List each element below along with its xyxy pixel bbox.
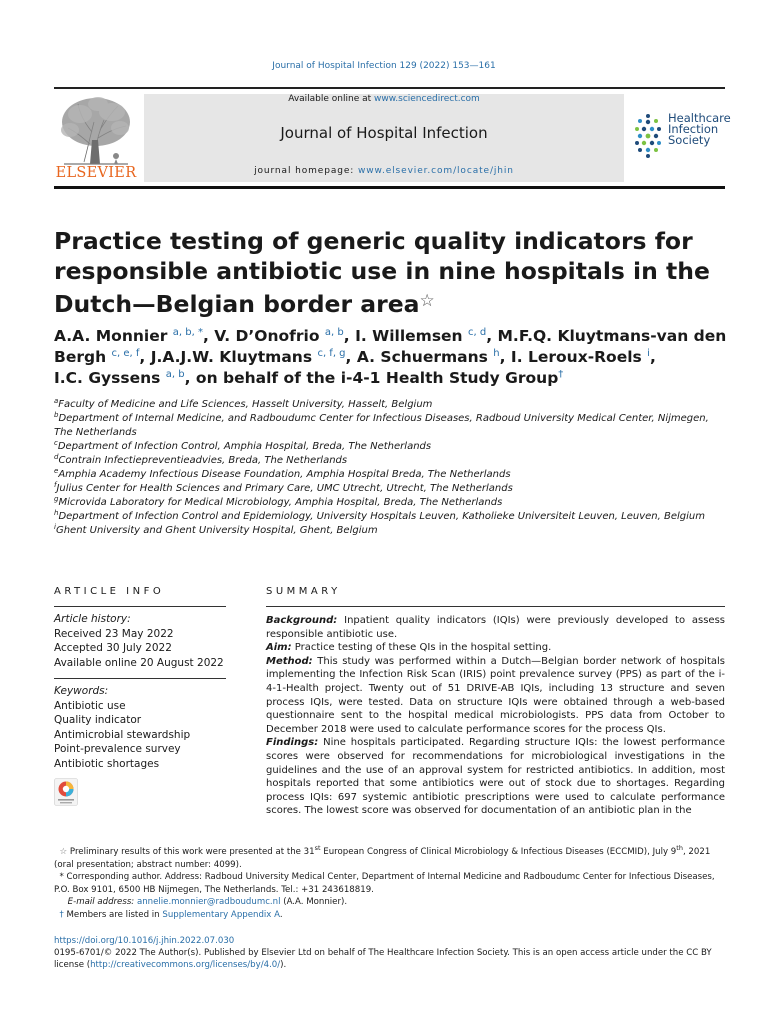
author-affil-sup[interactable]: a, b bbox=[324, 326, 344, 338]
available-online-prefix: Available online at bbox=[288, 94, 375, 104]
summary-heading: SUMMARY bbox=[266, 586, 341, 597]
history-received: Received 23 May 2022 bbox=[54, 627, 174, 640]
author-separator: , bbox=[345, 348, 357, 366]
affiliation-text: Ghent University and Ghent University Hospital, Ghent, Belgium bbox=[55, 525, 378, 536]
article-title-text: Practice testing of generic quality indicators for responsible antibiotic use in nine hospitals in the Dutch—Belgian border area bbox=[54, 227, 710, 318]
findings-label: Findings: bbox=[266, 737, 319, 749]
footnote-star-marker: ☆ bbox=[59, 847, 68, 857]
his-dots-logo bbox=[634, 112, 662, 160]
presentation-footnote bbox=[54, 846, 726, 871]
affiliation-text: Department of Internal Medicine, and Radboudumc Center for Infectious Diseases, Radboud University Medical Center, Nijmegen, The Netherlands bbox=[54, 413, 709, 438]
keyword-item: Antibiotic shortages bbox=[54, 757, 160, 770]
copyright-line bbox=[54, 947, 734, 971]
affiliation-key: h bbox=[54, 509, 59, 517]
email-suffix: (A.A. Monnier). bbox=[280, 897, 348, 907]
summary-background bbox=[266, 614, 725, 641]
author-affil-sup[interactable]: a, b, * bbox=[172, 326, 203, 338]
author-name: A. Schuermans bbox=[356, 348, 488, 366]
keywords-rule bbox=[54, 678, 226, 679]
footnotes bbox=[54, 846, 726, 921]
running-head[interactable]: Journal of Hospital Infection 129 (2022) 153—161 bbox=[272, 61, 496, 71]
keyword-item: Antimicrobial stewardship bbox=[54, 728, 191, 741]
affiliation-key: g bbox=[54, 495, 59, 503]
method-label: Method: bbox=[266, 655, 313, 667]
summary-rule bbox=[266, 606, 725, 607]
affiliation-item bbox=[54, 398, 726, 412]
his-line-2: Infection bbox=[668, 122, 719, 136]
background-text: Inpatient quality indicators (IQIs) were previously developed to assess responsible antibiotic use. bbox=[266, 615, 725, 640]
author-group-sup[interactable]: † bbox=[558, 368, 564, 380]
affiliation-text: Julius Center for Health Sciences and Primary Care, UMC Utrecht, Utrecht, The Netherlands bbox=[56, 483, 513, 494]
keywords-label: Keywords: bbox=[54, 685, 109, 697]
corresponding-author-footnote bbox=[54, 871, 726, 896]
summary-body bbox=[266, 614, 725, 818]
aim-label: Aim: bbox=[266, 642, 292, 654]
affiliation-key: b bbox=[54, 411, 59, 419]
keyword-item: Quality indicator bbox=[54, 714, 142, 726]
dagger-text: Members are listed in bbox=[63, 909, 163, 920]
his-wordmark bbox=[668, 113, 731, 146]
affiliation-item bbox=[54, 510, 726, 524]
footnote-star-text-b: European Congress of Clinical Microbiology & Infectious Diseases (ECCMID), July 9 bbox=[320, 847, 677, 857]
author-separator: , bbox=[184, 369, 196, 387]
author-name: J.A.J.W. Kluytmans bbox=[150, 348, 313, 366]
affiliation-key: a bbox=[54, 397, 59, 405]
history-accepted: Accepted 30 July 2022 bbox=[54, 642, 172, 654]
affiliation-text: Department of Infection Control and Epidemiology, University Hospitals Leuven, Katholieke Universiteit Leuven, Leuven, Belgium bbox=[58, 511, 705, 522]
affiliation-text: Faculty of Medicine and Life Sciences, Hasselt University, Hasselt, Belgium bbox=[58, 399, 433, 410]
doi-block bbox=[54, 935, 734, 971]
check-for-updates-icon[interactable] bbox=[54, 778, 78, 806]
affiliation-text: Contrain Infectiepreventieadvies, Breda, The Netherlands bbox=[58, 455, 348, 466]
author-affil-sup[interactable]: i bbox=[647, 347, 650, 359]
author-name: M.F.Q. Kluytmans-van den Bergh bbox=[54, 327, 727, 366]
affiliation-item bbox=[54, 412, 726, 440]
keywords-block bbox=[54, 684, 226, 771]
author-name: I.C. Gyssens bbox=[54, 369, 161, 387]
affiliation-key: i bbox=[54, 523, 56, 531]
author-name: I. Willemsen bbox=[355, 327, 463, 345]
email-label: E-mail address: bbox=[67, 897, 135, 907]
affiliation-key: e bbox=[54, 467, 59, 475]
affiliation-key: f bbox=[54, 481, 57, 489]
author-group-name: on behalf of the i-4-1 Health Study Group bbox=[195, 369, 559, 387]
dagger-marker: † bbox=[59, 909, 64, 920]
author-affil-sup[interactable]: c, e, f bbox=[111, 347, 140, 359]
supplementary-appendix-link[interactable]: Supplementary Appendix A bbox=[162, 909, 280, 920]
his-line-3: Society bbox=[668, 133, 711, 147]
article-history bbox=[54, 612, 226, 670]
affiliation-item bbox=[54, 482, 726, 496]
sciencedirect-link[interactable]: www.sciencedirect.com bbox=[374, 94, 480, 104]
affiliation-text: Department of Infection Control, Amphia Hospital, Breda, The Netherlands bbox=[57, 441, 432, 452]
masthead-top-rule bbox=[54, 87, 725, 89]
author-affil-sup[interactable]: c, d bbox=[468, 326, 487, 338]
author-separator: , bbox=[343, 327, 356, 345]
affiliation-list bbox=[54, 398, 726, 538]
email-link[interactable]: annelie.monnier@radboudumc.nl bbox=[136, 897, 281, 907]
affiliation-item bbox=[54, 496, 726, 510]
summary-aim bbox=[266, 641, 725, 655]
corresponding-marker: * bbox=[59, 872, 64, 882]
summary-findings bbox=[266, 736, 725, 818]
corresponding-text: Corresponding author. Address: Radboud University Medical Center, Department of Internal Medicine and Radboudumc Center for Infectious Diseases, P.O. Box 9101, 6500 HB Nijmegen, The Netherlands. Tel.: +31 243618819. bbox=[54, 872, 715, 895]
journal-homepage-line bbox=[144, 166, 624, 176]
footnote-star-sup-1: st bbox=[314, 844, 321, 853]
affiliation-key: c bbox=[54, 439, 58, 447]
affiliation-item bbox=[54, 468, 726, 482]
author-list bbox=[54, 326, 734, 389]
author-affil-sup[interactable]: c, f, g bbox=[317, 347, 346, 359]
footnote-star-text-c: , 2021 (oral presentation; abstract number: 4099). bbox=[54, 847, 711, 870]
his-line-1: Healthcare bbox=[668, 111, 731, 125]
author-affil-sup[interactable]: a, b bbox=[165, 368, 185, 380]
available-online-line bbox=[144, 94, 624, 104]
article-info-rule bbox=[54, 606, 226, 607]
aim-text: Practice testing of these QIs in the hospital setting. bbox=[291, 642, 552, 654]
email-footnote bbox=[54, 896, 726, 909]
journal-title: Journal of Hospital Infection bbox=[280, 124, 488, 142]
footnote-star-text-a: Preliminary results of this work were presented at the 31 bbox=[67, 847, 315, 857]
license-link[interactable]: http://creativecommons.org/licenses/by/4.0/ bbox=[90, 960, 281, 970]
author-separator: , bbox=[202, 327, 215, 345]
dagger-suffix: . bbox=[279, 909, 283, 920]
author-separator: , bbox=[139, 348, 151, 366]
affiliation-text: Microvida Laboratory for Medical Microbiology, Amphia Hospital, Breda, The Netherlands bbox=[58, 497, 503, 508]
affiliation-item bbox=[54, 524, 726, 538]
affiliation-item bbox=[54, 440, 726, 454]
findings-text: Nine hospitals participated. Regarding structure IQIs: the lowest performance scores were observed for recommendations for microbiological investigations in the guidelines and the use of an approval system for restricted antibiotics. In addition, most hospitals reported that some antibiotics were out of stock due to shortages. Regarding process IQIs: 697 systemic antibiotic prescriptions were used to calculate performance scores. The lowest score was observed for documentation of an antibiotic plan in the bbox=[266, 737, 725, 817]
homepage-link[interactable]: www.elsevier.com/locate/jhin bbox=[358, 166, 514, 176]
title-note-marker[interactable]: ☆ bbox=[419, 291, 435, 311]
summary-method bbox=[266, 655, 725, 737]
homepage-prefix: journal homepage: bbox=[254, 166, 358, 176]
author-separator: , bbox=[486, 327, 498, 345]
author-name: V. D’Onofrio bbox=[214, 327, 320, 345]
doi-link[interactable]: https://doi.org/10.1016/j.jhin.2022.07.030 bbox=[54, 936, 235, 946]
footnote-star-sup-2: th bbox=[676, 844, 683, 853]
affiliation-text: Amphia Academy Infectious Disease Foundation, Amphia Hospital Breda, The Netherlands bbox=[58, 469, 511, 480]
author-name: A.A. Monnier bbox=[54, 327, 168, 345]
keyword-item: Point-prevalence survey bbox=[54, 743, 181, 755]
article-title bbox=[54, 226, 724, 319]
author-name: I. Leroux-Roels bbox=[510, 348, 642, 366]
keyword-item: Antibiotic use bbox=[54, 699, 126, 712]
copyright-suffix: ). bbox=[280, 960, 287, 970]
affiliation-item bbox=[54, 454, 726, 468]
affiliation-key: d bbox=[54, 453, 59, 461]
copyright-text: 0195-6701/© 2022 The Author(s). Published by Elsevier Ltd on behalf of The Healthcare Infection Society. This is an open access article under the CC BY license ( bbox=[54, 948, 712, 970]
history-label: Article history: bbox=[54, 613, 131, 625]
author-separator: , bbox=[499, 348, 511, 366]
background-label: Background: bbox=[266, 615, 338, 626]
history-online: Available online 20 August 2022 bbox=[54, 656, 224, 669]
author-separator: , bbox=[649, 348, 656, 366]
elsevier-wordmark: ELSEVIER bbox=[55, 165, 137, 181]
method-text: This study was performed within a Dutch—Belgian border network of hospitals implementing the Infection Risk Scan (IRIS) point prevalence survey (PPS) as part of the i-4-1-Health project. Twenty out of 51 DRIVE-AB IQIs, including 13 structure and seven process IQIs, were tested. Data on structure IQIs were obtained through a web-based questionnaire sent to the hospital medical microbiologists. PPS data from October to December 2018 were used to calculate performance scores for the process QIs. bbox=[266, 655, 725, 735]
dagger-footnote bbox=[54, 909, 726, 922]
author-affil-sup[interactable]: h bbox=[493, 347, 500, 359]
article-info-heading: ARTICLE INFO bbox=[54, 586, 165, 597]
masthead-bottom-rule bbox=[54, 186, 725, 189]
